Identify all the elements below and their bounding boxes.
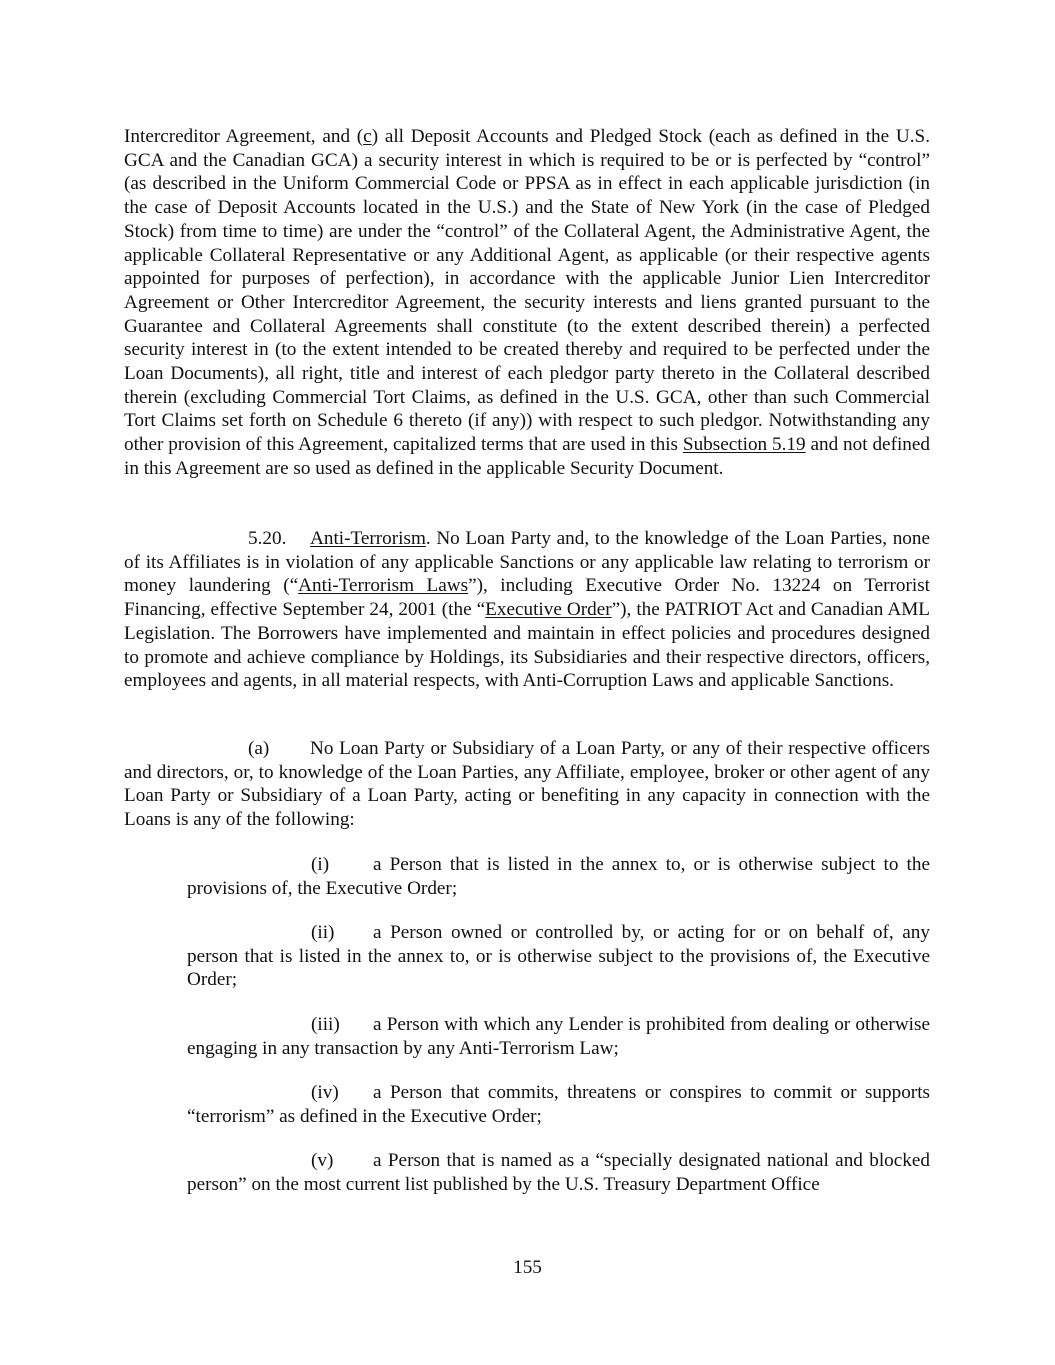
list-item — [187, 853, 930, 900]
section-number: 5.20. — [248, 528, 287, 549]
list-item-label: (ii) — [311, 922, 335, 943]
list-item-label: (iv) — [311, 1082, 339, 1103]
intro-text-3: and not defined in this Agreement are so used as defined in the applicable Security Document. — [124, 434, 930, 479]
section-text-3: ”), the PATRIOT Act and Canadian AML Legislation. The Borrowers have implemented and maintain in effect policies and procedures designed to promote and achieve compliance by Holdings, its Subsidiaries and their respective directors, officers, employees and agents, in all material respects, with Anti-Corruption Laws and applicable Sanctions. — [124, 599, 930, 692]
intro-text-2: ) all Deposit Accounts and Pledged Stock (each as defined in the U.S. GCA and the Canadian GCA) a security interest in which is required to be or is perfected by “control” (as described in the Uniform Commercial Code or PPSA as in effect in each applicable jurisdiction (in the case of Deposit Accounts located in the U.S.) and the State of New York (in the case of Pledged Stock) from time to time) are under the “control” of the Collateral Agent, the Administrative Agent, the applicable Collateral Representative or any Additional Agent, as applicable (or their respective agents appointed for purposes of perfection), in accordance with the applicable Junior Lien Intercreditor Agreement or Other Intercreditor Agreement, the security interests and liens granted pursuant to the Guarantee and Collateral Agreements shall constitute (to the extent described therein) a perfected security interest in (to the extent intended to be created thereby and required to be perfected under the Loan Documents), all right, title and interest of each pledgor party thereto in the Collateral described therein (excluding Commercial Tort Claims, as defined in the U.S. GCA, other than such Commercial Tort Claims set forth on Schedule 6 thereto (if any)) with respect to such pledgor. Notwithstanding any other provision of this Agreement, capitalized terms that are used in this — [124, 126, 930, 456]
defined-term-executive-order: Executive Order — [485, 599, 612, 621]
clause-a-paragraph — [124, 737, 930, 832]
list-item-label: (iii) — [311, 1014, 340, 1035]
section-text-1: . No Loan Party and, to the knowledge of the Loan Parties, none of its Affiliates is in violation of any applicable Sanctions or any applicable law relating to terrorism or money laundering (“ — [124, 528, 930, 597]
intro-paragraph — [124, 125, 930, 481]
list-item-text: a Person with which any Lender is prohibited from dealing or otherwise engaging in any transaction by any Anti-Terrorism Law; — [187, 1014, 930, 1059]
list-item — [187, 1013, 930, 1060]
subsection-reference: Subsection 5.19 — [682, 434, 806, 456]
list-item — [187, 1149, 930, 1196]
section-5-20-paragraph — [124, 527, 930, 693]
clause-a-text: No Loan Party or Subsidiary of a Loan Party, or any of their respective officers and directors, or, to knowledge of the Loan Parties, any Affiliate, employee, broker or other agent of any Loan Party or Subsidiary of a Loan Party, acting or benefiting in any capacity in connection with the Loans is any of the following: — [124, 738, 930, 831]
list-item-label: (i) — [311, 854, 330, 875]
list-item-text: a Person that is listed in the annex to, or is otherwise subject to the provisions of, the Executive Order; — [187, 854, 930, 899]
list-item-label: (v) — [311, 1150, 334, 1171]
list-item — [187, 921, 930, 992]
clause-a-label: (a) — [248, 738, 270, 759]
list-item-text: a Person owned or controlled by, or acting for or on behalf of, any person that is listed in the annex to, or is otherwise subject to the provisions of, the Executive Order; — [187, 922, 930, 991]
intro-text-1: Intercreditor Agreement, and ( — [124, 126, 364, 147]
section-heading: Anti-Terrorism — [310, 528, 426, 549]
list-item-text: a Person that commits, threatens or conspires to commit or supports “terrorism” as defined in the Executive Order; — [187, 1082, 930, 1127]
list-item — [187, 1081, 930, 1128]
clause-c-marker: c — [363, 126, 372, 147]
page-number: 155 — [513, 1257, 542, 1278]
section-text-2: ”), including Executive Order No. 13224 on Terrorist Financing, effective September 24, 2001 (the “ — [124, 575, 930, 621]
defined-term-anti-terrorism-laws: Anti-Terrorism Laws — [298, 575, 469, 597]
list-item-text: a Person that is named as a “specially designated national and blocked person” on the most current list published by the U.S. Treasury Department Office — [187, 1150, 930, 1195]
